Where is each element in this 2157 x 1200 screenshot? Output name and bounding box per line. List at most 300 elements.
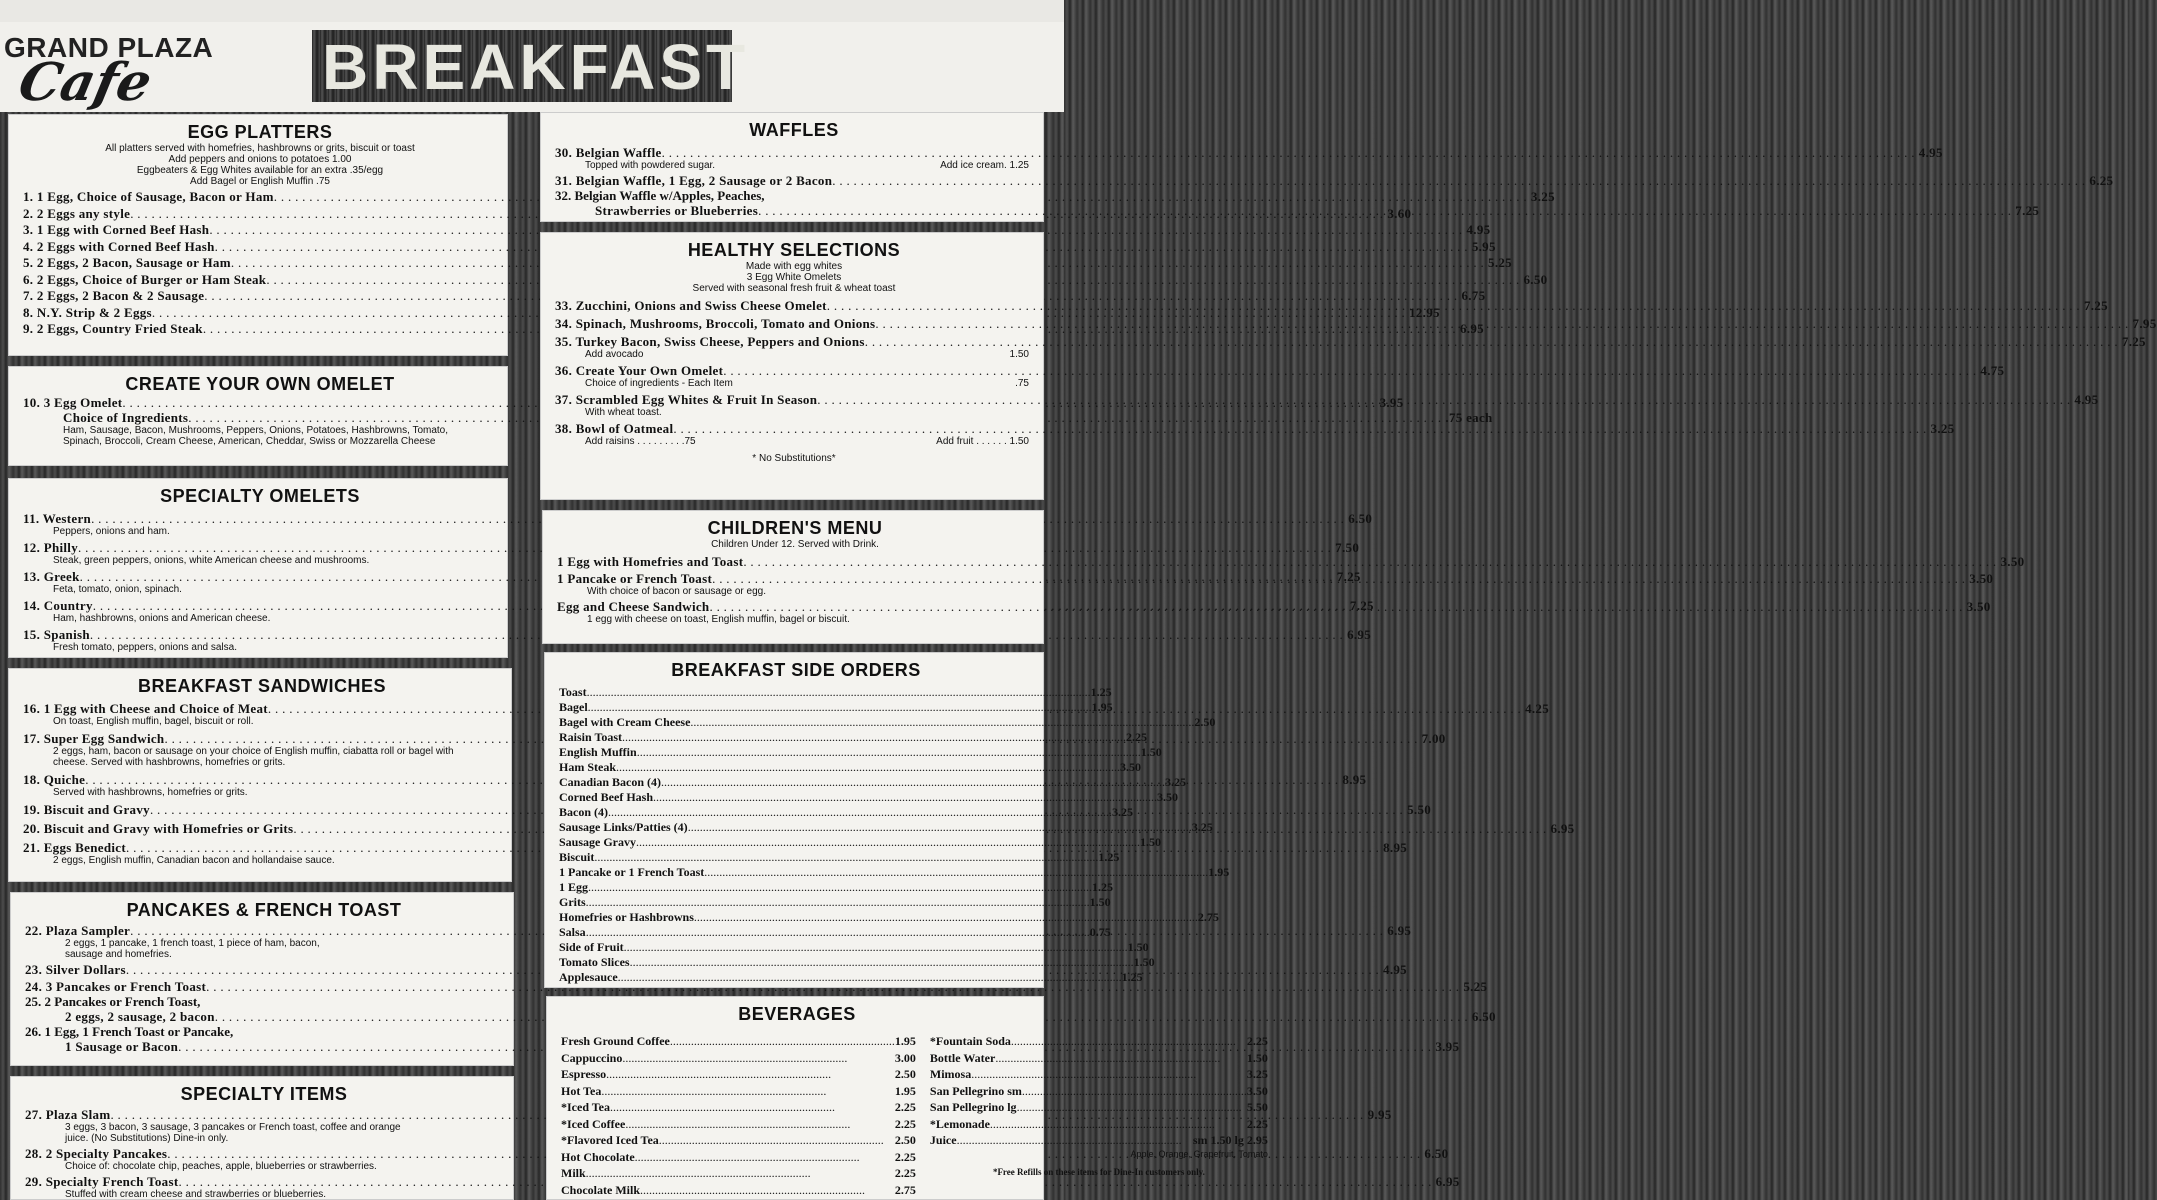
item-description: Ham, Sausage, Bacon, Mushrooms, Peppers, Onions, Potatoes, Hashbrowns, Tomato, Spinach, Broccoli, Cream Cheese, American, Cheddar, Swiss or Mozzarella Cheese xyxy=(63,425,449,447)
item-description: Stuffed with cream cheese and strawberries or blueberries. xyxy=(65,1189,327,1200)
section-title: CREATE YOUR OWN OMELET xyxy=(125,374,395,394)
leader-dots xyxy=(622,730,1126,745)
leader-dots xyxy=(594,850,1098,865)
item-name: English Muffin xyxy=(559,745,637,759)
item-name: 15. Spanish xyxy=(23,627,90,642)
item-price: 6.95 xyxy=(1435,1174,1460,1189)
item-price: 1.50 xyxy=(1246,1050,1268,1065)
leader-dots xyxy=(673,421,1926,436)
item-name: 22. Plaza Sampler xyxy=(25,923,131,938)
item-description: 2 eggs, ham, bacon or sausage on your choice of English muffin, ciabatta roll or bagel with cheese. Served with hashbrowns, homefries or grits. xyxy=(53,746,454,768)
menu-item xyxy=(555,421,1955,436)
item-price: 2.25 xyxy=(894,1149,916,1164)
leader-dots xyxy=(653,790,1157,805)
menu-item-choice: Choice of Ingredients . . . .75 each xyxy=(23,410,497,425)
item-name: Toast xyxy=(559,685,587,699)
menu-item xyxy=(930,1116,1268,1133)
item-price: 1.50 xyxy=(1127,940,1149,954)
leader-dots xyxy=(622,1050,895,1067)
menu-item xyxy=(559,805,1133,820)
item-name: 14. Country xyxy=(23,598,93,613)
menu-item xyxy=(561,1182,916,1199)
item-name: 21. Eggs Benedict xyxy=(23,840,126,855)
leader-dots xyxy=(630,955,1134,970)
item-name: Side of Fruit xyxy=(559,940,624,954)
item-name: Fresh Ground Coffee xyxy=(561,1034,670,1048)
section-title: SPECIALTY OMELETS xyxy=(160,486,360,506)
item-name: Tomato Slices xyxy=(559,955,630,969)
menu-item xyxy=(23,627,1372,642)
item-name: 1 Pancake or French Toast xyxy=(557,571,713,586)
leader-dots xyxy=(1011,1033,1247,1050)
item-price: 4.25 xyxy=(1525,701,1550,716)
section-note: Add Bagel or English Muffin .75 xyxy=(190,176,330,187)
menu-item xyxy=(559,820,1213,835)
item-name: Bagel with Cream Cheese xyxy=(559,715,691,729)
leader-dots xyxy=(635,1149,895,1166)
menu-item xyxy=(559,910,1219,925)
item-price: 2.25 xyxy=(1246,1034,1268,1048)
item-subline xyxy=(555,407,1033,418)
section-note: Served with seasonal fresh fruit & wheat toast xyxy=(692,283,896,294)
leader-dots xyxy=(723,363,1976,378)
leader-dots xyxy=(688,820,1192,835)
item-price: 3.25 xyxy=(1930,421,1955,436)
item-name: 29. Specialty French Toast xyxy=(25,1174,179,1189)
item-price: 3.50 xyxy=(1966,599,1991,614)
item-name: 13. Greek xyxy=(23,569,80,584)
menu-item xyxy=(559,685,1112,700)
menu-item xyxy=(930,1099,1268,1116)
item-name: Juice xyxy=(929,1133,957,1147)
leader-dots xyxy=(618,970,1122,985)
menu-item xyxy=(559,730,1148,745)
beverages-section xyxy=(546,996,1268,1200)
section-note: Eggbeaters & Egg Whites available for an extra .35/egg xyxy=(136,165,384,176)
leader-dots xyxy=(875,316,2128,331)
item-price: 3.25 xyxy=(1191,820,1213,834)
menu-item xyxy=(559,835,1162,850)
leader-dots xyxy=(694,910,1198,925)
item-name: 18. Quiche xyxy=(23,772,86,787)
item-price: 8.95 xyxy=(1383,840,1408,855)
menu-item xyxy=(561,1132,916,1149)
menu-item xyxy=(559,790,1178,805)
item-name: 7. 2 Eggs, 2 Bacon & 2 Sausage xyxy=(23,288,205,303)
item-name: 25. 2 Pancakes or French Toast, xyxy=(25,994,201,1009)
item-price: 6.95 xyxy=(1347,627,1372,642)
item-price: 1.50 xyxy=(1140,835,1162,849)
item-price: 3.25 xyxy=(1112,805,1133,819)
item-name: Cappuccino xyxy=(561,1050,623,1065)
item-price: 1.95 xyxy=(894,1034,916,1048)
item-price: 6.95 xyxy=(1387,923,1412,938)
item-price: 7.50 xyxy=(1335,540,1360,555)
item-price: 1.50 xyxy=(1140,745,1162,759)
leader-dots xyxy=(957,1132,1193,1149)
item-price: 7.25 xyxy=(2083,298,2108,313)
item-price: 12.95 xyxy=(1409,304,1440,320)
item-price: 1.95 xyxy=(894,1083,916,1098)
item-name: 19. Biscuit and Gravy xyxy=(23,802,150,817)
leader-dots xyxy=(670,1033,895,1050)
menu-item xyxy=(559,955,1155,970)
item-subline xyxy=(555,436,1033,447)
item-name: 6. 2 Eggs, Choice of Burger or Ham Steak xyxy=(23,271,267,287)
item-name: *Lemonade xyxy=(929,1116,990,1131)
menu-item xyxy=(555,392,2099,407)
item-price: 3.25 xyxy=(1165,775,1187,789)
section-title: SPECIALTY ITEMS xyxy=(180,1084,348,1104)
item-price: 1.50 xyxy=(1133,955,1155,969)
item-addon xyxy=(1029,407,1033,418)
item-description: Choice of: chocolate chip, peaches, apple, blueberries or strawberries. xyxy=(65,1161,377,1172)
item-price: 4.95 xyxy=(1918,145,1943,160)
item-name: 16. 1 Egg with Cheese and Choice of Meat xyxy=(23,701,268,716)
menu-item xyxy=(930,1033,1268,1050)
item-description: Add raisins . . . . . . . . .75 xyxy=(585,436,696,447)
menu-item: 10. 3 Egg Omelet . . . 3.95 xyxy=(23,395,497,410)
item-name: Sausage Links/Patties (4) xyxy=(559,820,688,834)
item-name: Bottle Water xyxy=(929,1050,996,1065)
item-price: 3.50 xyxy=(1120,760,1141,774)
section-note: Children Under 12. Served with Drink. xyxy=(711,539,879,550)
leader-dots xyxy=(661,775,1165,790)
item-price: 2.75 xyxy=(894,1182,916,1197)
section-note: All platters served with homefries, hashbrowns or grits, biscuit or toast xyxy=(105,143,415,154)
menu-item xyxy=(25,979,1488,994)
item-name: 28. 2 Specialty Pancakes xyxy=(25,1146,168,1161)
item-price: 3.25 xyxy=(1530,189,1555,204)
item-price: 2.75 xyxy=(1197,910,1219,924)
menu-item xyxy=(930,1066,1268,1083)
section-title: BREAKFAST SANDWICHES xyxy=(137,676,386,696)
menu-item xyxy=(557,554,2025,569)
leader-dots xyxy=(662,145,1915,160)
item-price: 2.50 xyxy=(894,1067,916,1081)
item-name: Bacon (4) xyxy=(559,805,608,819)
item-price: 2.25 xyxy=(1126,730,1148,744)
item-price: 1.95 xyxy=(1208,865,1230,879)
item-price: 1.25 xyxy=(1098,850,1120,864)
item-name: 1 Egg with Homefries and Toast xyxy=(557,554,744,569)
item-name: Ham Steak xyxy=(559,760,616,774)
menu-item xyxy=(561,1083,916,1100)
item-name: San Pellegrino lg xyxy=(929,1100,1017,1114)
item-price: 7.00 xyxy=(1421,731,1446,746)
leader-dots xyxy=(637,745,1141,760)
item-description: Steak, green peppers, onions, white American cheese and mushrooms. xyxy=(53,555,370,566)
item-description: Ham, hashbrowns, onions and American cheese. xyxy=(53,613,271,624)
menu-item xyxy=(561,1099,916,1116)
item-description: 2 eggs, English muffin, Canadian bacon and hollandaise sauce. xyxy=(53,855,335,866)
item-price: 3.50 xyxy=(1969,571,1994,586)
item-name: Sausage Gravy xyxy=(559,835,637,849)
item-name: 20. Biscuit and Gravy with Homefries or Grits xyxy=(23,821,294,836)
item-price: 5.25 xyxy=(1463,979,1488,994)
item-name: 36. Create Your Own Omelet xyxy=(555,363,724,378)
item-description: 1 egg with cheese on toast, English muffin, bagel or biscuit. xyxy=(587,614,850,625)
item-name: 24. 3 Pancakes or French Toast xyxy=(25,979,207,994)
item-price: 6.50 xyxy=(1523,271,1548,287)
item-name: 3. 1 Egg with Corned Beef Hash xyxy=(23,222,210,237)
menu-item xyxy=(559,895,1111,910)
item-price: 4.75 xyxy=(1980,363,2005,378)
item-description: Topped with powdered sugar. xyxy=(585,160,716,171)
section-title: HEALTHY SELECTIONS xyxy=(687,240,901,260)
item-price: 5.50 xyxy=(1407,802,1432,817)
item-name: 35. Turkey Bacon, Swiss Cheese, Peppers and Onions xyxy=(555,334,865,349)
free-refills-note: *Free Refills on these items for Dine-In customers only. xyxy=(992,1166,1205,1177)
item-subline xyxy=(555,378,1033,389)
item-price: 7.25 xyxy=(1336,569,1361,584)
item-name-cont: Strawberries or Blueberries xyxy=(595,203,759,218)
menu-item xyxy=(559,850,1120,865)
item-name: 32. Belgian Waffle w/Apples, Peaches, xyxy=(555,188,765,203)
item-price: 7.25 xyxy=(2121,334,2146,349)
menu-item xyxy=(559,715,1216,730)
section-note: 3 Egg White Omelets xyxy=(746,272,842,283)
item-price: 3.60 xyxy=(1387,205,1412,221)
menu-item xyxy=(555,145,1943,160)
section-note: Made with egg whites xyxy=(745,261,843,272)
menu-item xyxy=(561,1033,916,1050)
item-name: 1. 1 Egg, Choice of Sausage, Bacon or Ham xyxy=(23,189,274,204)
menu-item xyxy=(559,880,1114,895)
leader-dots xyxy=(817,392,2070,407)
leader-dots xyxy=(640,1182,895,1199)
leader-dots xyxy=(827,298,2080,313)
leader-dots xyxy=(758,203,2011,218)
logo-grand-plaza: GRAND PLAZA xyxy=(4,32,214,63)
menu-item xyxy=(561,1050,916,1067)
menu-item xyxy=(559,745,1162,760)
item-price: 2.25 xyxy=(894,1100,916,1114)
item-price: 2.50 xyxy=(894,1133,916,1147)
item-name: 17. Super Egg Sandwich xyxy=(23,731,165,746)
item-name: 37. Scrambled Egg Whites & Fruit In Season xyxy=(555,392,818,407)
menu-item xyxy=(559,775,1187,790)
item-description: On toast, English muffin, bagel, biscuit or roll. xyxy=(53,716,254,727)
item-description: Feta, tomato, onion, spinach. xyxy=(53,584,182,595)
item-name: 23. Silver Dollars xyxy=(25,962,126,977)
item-price: 1.25 xyxy=(1092,880,1114,894)
item-name: Grits xyxy=(559,895,586,909)
leader-dots xyxy=(587,685,1091,700)
leader-dots xyxy=(601,1083,895,1100)
item-name: San Pellegrino sm xyxy=(929,1083,1022,1098)
leader-dots xyxy=(709,599,1962,614)
item-description: Peppers, onions and ham. xyxy=(53,526,170,537)
item-price: 5.25 xyxy=(1488,255,1512,270)
leader-dots xyxy=(636,835,1140,850)
item-price: 6.75 xyxy=(1461,288,1486,303)
logo-cafe: Cafe xyxy=(13,52,158,113)
item-name: 9. 2 Eggs, Country Fried Steak xyxy=(23,321,203,336)
item-name: 5. 2 Eggs, 2 Bacon, Sausage or Ham xyxy=(23,255,231,270)
item-name: Homefries or Hashbrowns xyxy=(559,910,694,924)
top-margin xyxy=(0,0,1064,22)
item-price: 7.95 xyxy=(2132,316,2157,331)
leader-dots xyxy=(588,700,1092,715)
item-addon: .75 xyxy=(1015,378,1029,389)
item-price: 2.25 xyxy=(1246,1116,1268,1131)
menu-item xyxy=(561,1149,916,1166)
menu-item xyxy=(559,940,1149,955)
item-name: Chocolate Milk xyxy=(561,1182,640,1197)
item-price: 7.25 xyxy=(2015,203,2040,218)
item-name: Hot Tea xyxy=(561,1083,602,1098)
item-name-cont: 2 eggs, 2 sausage, 2 bacon xyxy=(65,1009,215,1024)
item-name: Espresso xyxy=(561,1067,607,1081)
item-price: 3.95 xyxy=(1435,1039,1460,1054)
section-title: CHILDREN'S MENU xyxy=(707,518,883,538)
leader-dots xyxy=(865,334,2118,349)
leader-dots xyxy=(608,805,1112,820)
item-price: 6.50 xyxy=(1348,511,1373,526)
item-name: *Iced Tea xyxy=(561,1100,611,1114)
leader-dots xyxy=(616,760,1120,775)
section-title: EGG PLATTERS xyxy=(187,122,333,142)
menu-item xyxy=(930,1132,1268,1149)
leader-dots xyxy=(625,1116,895,1133)
item-name: Egg and Cheese Sandwich xyxy=(557,599,710,614)
menu-item xyxy=(930,1083,1268,1100)
menu-item xyxy=(561,1165,916,1182)
item-price: 2.50 xyxy=(1194,715,1216,729)
section-title: BEVERAGES xyxy=(738,1004,856,1024)
menu-item xyxy=(559,700,1113,715)
item-name: 27. Plaza Slam xyxy=(25,1107,111,1122)
menu-item xyxy=(561,1116,916,1133)
item-name: 31. Belgian Waffle, 1 Egg, 2 Sausage or 2 Bacon xyxy=(555,173,833,188)
item-description: Served with hashbrowns, homefries or grits. xyxy=(53,787,248,798)
item-price: 6.95 xyxy=(1550,821,1575,836)
item-name: 11. Western xyxy=(23,511,92,526)
item-name: *Iced Coffee xyxy=(561,1116,626,1131)
item-price: 2.25 xyxy=(894,1116,916,1131)
item-addon: 1.50 xyxy=(1009,349,1029,360)
leader-dots xyxy=(704,865,1208,880)
item-subline xyxy=(555,160,1033,171)
item-price: 7.25 xyxy=(1349,598,1374,613)
item-price: 4.95 xyxy=(2074,392,2099,407)
item-name: 4. 2 Eggs with Corned Beef Hash xyxy=(23,238,215,254)
item-description: With choice of bacon or sausage or egg. xyxy=(587,586,766,597)
leader-dots xyxy=(659,1132,895,1149)
item-price: sm 1.50 lg 2.95 xyxy=(1192,1133,1268,1147)
side-orders-section xyxy=(544,652,1230,988)
item-subline xyxy=(555,349,1033,360)
item-price: 1.25 xyxy=(1090,685,1112,699)
item-price: 9.95 xyxy=(1367,1107,1392,1122)
leader-dots xyxy=(624,940,1128,955)
leader-dots xyxy=(712,571,1965,586)
item-price: 5.95 xyxy=(1471,238,1496,254)
menu-item xyxy=(559,925,1111,940)
item-description: Add avocado xyxy=(585,349,644,360)
page-title: BREAKFAST xyxy=(322,31,750,103)
menu-item xyxy=(23,511,1373,526)
menu-item xyxy=(930,1050,1268,1067)
menu-item xyxy=(25,1174,1460,1189)
item-price: 5.50 xyxy=(1246,1100,1268,1114)
leader-dots xyxy=(610,1099,895,1116)
item-name: 1 Egg xyxy=(559,880,589,894)
section-title: BREAKFAST SIDE ORDERS xyxy=(671,660,921,680)
item-price: 3.00 xyxy=(894,1050,916,1065)
item-name: Canadian Bacon (4) xyxy=(559,775,662,789)
item-name: 33. Zucchini, Onions and Swiss Cheese Omelet xyxy=(555,298,827,313)
leader-dots xyxy=(995,1050,1247,1067)
leader-dots xyxy=(586,895,1090,910)
item-price: 3.25 xyxy=(1246,1067,1268,1081)
item-name: 38. Bowl of Oatmeal xyxy=(555,421,674,436)
item-description: Choice of ingredients - Each Item xyxy=(585,378,733,389)
leader-dots xyxy=(586,925,1090,940)
item-name: Corned Beef Hash xyxy=(559,790,653,804)
item-name: 8. N.Y. Strip & 2 Eggs xyxy=(23,304,152,320)
menu-item xyxy=(559,760,1141,775)
item-name: 2. 2 Eggs any style xyxy=(23,205,131,221)
juice-options: Apple, Orange, Grapefruit, Tomato xyxy=(1130,1148,1268,1159)
leader-dots xyxy=(588,880,1092,895)
leader-dots xyxy=(606,1066,895,1083)
item-name: 30. Belgian Waffle xyxy=(555,145,662,160)
item-name: Applesauce xyxy=(559,970,618,984)
item-price: 6.50 xyxy=(1471,1009,1496,1024)
menu-item xyxy=(555,363,2005,378)
item-price: 6.50 xyxy=(1424,1146,1449,1161)
menu-item xyxy=(555,173,2114,188)
item-price: 2.25 xyxy=(894,1166,916,1180)
item-price: 6.25 xyxy=(2089,173,2114,188)
item-price: 1.95 xyxy=(1091,700,1113,714)
item-description: 3 eggs, 3 bacon, 3 sausage, 3 pancakes or French toast, coffee and orange juice. (No Substitutions) Dine-in only. xyxy=(65,1122,401,1144)
item-name: Biscuit xyxy=(559,850,595,864)
item-price: 1.50 xyxy=(1089,895,1111,909)
item-addon: Add ice cream. 1.25 xyxy=(940,160,1029,171)
item-name: Salsa xyxy=(559,925,586,939)
menu-item xyxy=(555,334,2146,349)
item-name: Milk xyxy=(561,1166,586,1180)
item-name: Raisin Toast xyxy=(559,730,623,744)
item-name: Hot Chocolate xyxy=(561,1149,635,1164)
no-substitutions-note: * No Substitutions* xyxy=(752,453,836,464)
item-name: 26. 1 Egg, 1 French Toast or Pancake, xyxy=(25,1024,234,1039)
leader-dots xyxy=(990,1116,1247,1133)
leader-dots xyxy=(743,554,1996,569)
leader-dots xyxy=(1017,1099,1247,1116)
item-price: 6.95 xyxy=(1459,321,1484,336)
leader-dots xyxy=(1022,1083,1247,1100)
item-price: 0.75 xyxy=(1089,925,1111,939)
section-title: WAFFLES xyxy=(749,120,839,140)
section-note: Add peppers and onions to potatoes 1.00 xyxy=(168,154,352,165)
item-description: 2 eggs, 1 pancake, 1 french toast, 1 piece of ham, bacon, sausage and homefries. xyxy=(65,938,320,960)
item-addon: Add fruit . . . . . . 1.50 xyxy=(936,436,1029,447)
item-price: 3.50 xyxy=(2000,554,2025,569)
item-name-cont: 1 Sausage or Bacon xyxy=(65,1039,179,1054)
leader-dots xyxy=(586,1165,895,1182)
item-name: *Flavored Iced Tea xyxy=(561,1133,659,1147)
item-description: Fresh tomato, peppers, onions and salsa. xyxy=(53,642,237,653)
item-name: 34. Spinach, Mushrooms, Broccoli, Tomato and Onions xyxy=(555,316,876,331)
menu-item xyxy=(23,222,1491,239)
item-price: 4.95 xyxy=(1383,962,1407,977)
item-name: Bagel xyxy=(559,700,588,714)
item-name: 1 Pancake or 1 French Toast xyxy=(559,865,705,879)
